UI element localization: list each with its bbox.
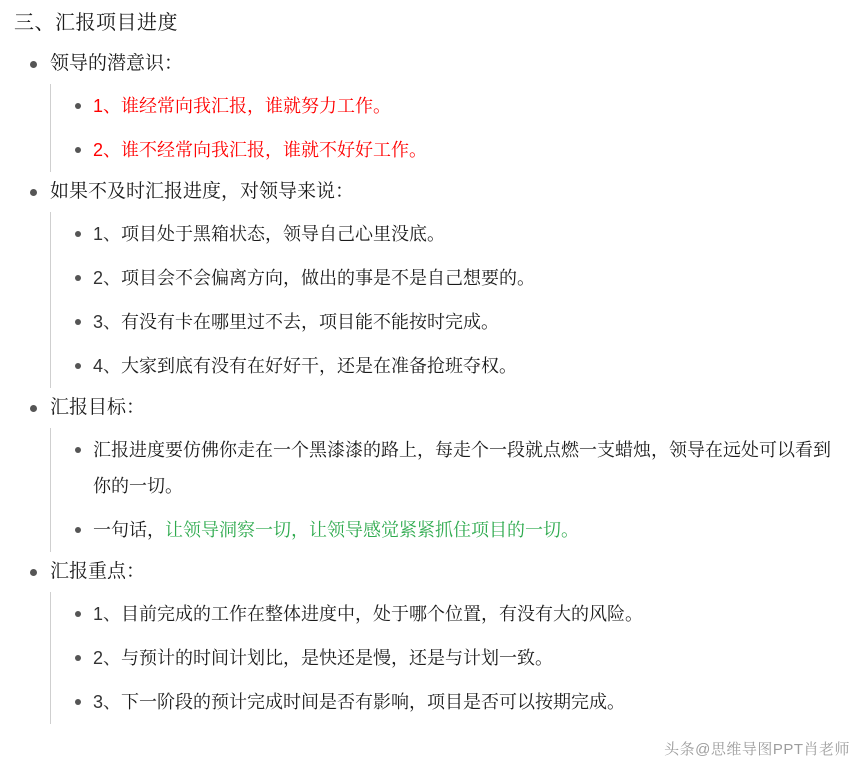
list-item (67, 84, 848, 128)
outline-level-2 (50, 84, 848, 172)
section-title: 如果不及时汇报进度，对领导来说： (50, 181, 355, 202)
list-item (67, 128, 848, 172)
item-text: 谁经常向我汇报，谁就努力工作。 (121, 96, 392, 116)
item-number: 1、 (93, 224, 122, 244)
list-item (24, 388, 848, 552)
list-item (67, 428, 848, 508)
list-item (24, 552, 848, 724)
watermark: 头条@思维导图PPT肖老师 (664, 741, 850, 758)
list-item (24, 44, 848, 172)
item-text: 谁不经常向我汇报，谁就不好好工作。 (121, 140, 428, 160)
list-item (67, 508, 848, 552)
item-number: 2、 (93, 648, 122, 668)
list-item (67, 680, 848, 724)
item-text: 让领导洞察一切，让领导感觉紧紧抓住项目的一切。 (165, 520, 579, 540)
item-number: 2、 (93, 140, 122, 160)
list-item (24, 172, 848, 388)
item-number: 2、 (93, 268, 122, 288)
item-number: 3、 (93, 692, 122, 712)
outline-level-2 (50, 592, 848, 724)
outline-level-2 (50, 212, 848, 388)
list-item (67, 636, 848, 680)
section-title: 汇报目标： (50, 397, 146, 418)
item-prefix: 一句话， (93, 520, 165, 540)
section-title: 汇报重点： (50, 561, 146, 582)
item-text: 有没有卡在哪里过不去，项目能不能按时完成。 (121, 312, 500, 332)
item-text: 下一阶段的预计完成时间是否有影响，项目是否可以按期完成。 (121, 692, 626, 712)
list-item (67, 300, 848, 344)
list-item (67, 344, 848, 388)
item-number: 1、 (93, 604, 122, 624)
list-item (67, 592, 848, 636)
list-item (67, 212, 848, 256)
item-text: 目前完成的工作在整体进度中，处于哪个位置，有没有大的风险。 (121, 604, 644, 624)
item-number: 4、 (93, 356, 122, 376)
item-text: 大家到底有没有在好好干，还是在准备抢班夺权。 (121, 356, 518, 376)
item-number: 1、 (93, 96, 122, 116)
item-text: 项目处于黑箱状态，领导自己心里没底。 (121, 224, 446, 244)
item-text: 与预计的时间计划比，是快还是慢，还是与计划一致。 (121, 648, 554, 668)
item-text: 汇报进度要仿佛你走在一个黑漆漆的路上，每走个一段就点燃一支蜡烛，领导在远处可以看到你的一切。 (93, 440, 831, 496)
item-number: 3、 (93, 312, 122, 332)
page-title: 三、汇报项目进度 (14, 12, 178, 34)
outline-level-1 (10, 44, 848, 724)
outline-level-2 (50, 428, 848, 552)
item-text: 项目会不会偏离方向，做出的事是不是自己想要的。 (121, 268, 536, 288)
list-item (67, 256, 848, 300)
section-title: 领导的潜意识： (50, 53, 184, 74)
